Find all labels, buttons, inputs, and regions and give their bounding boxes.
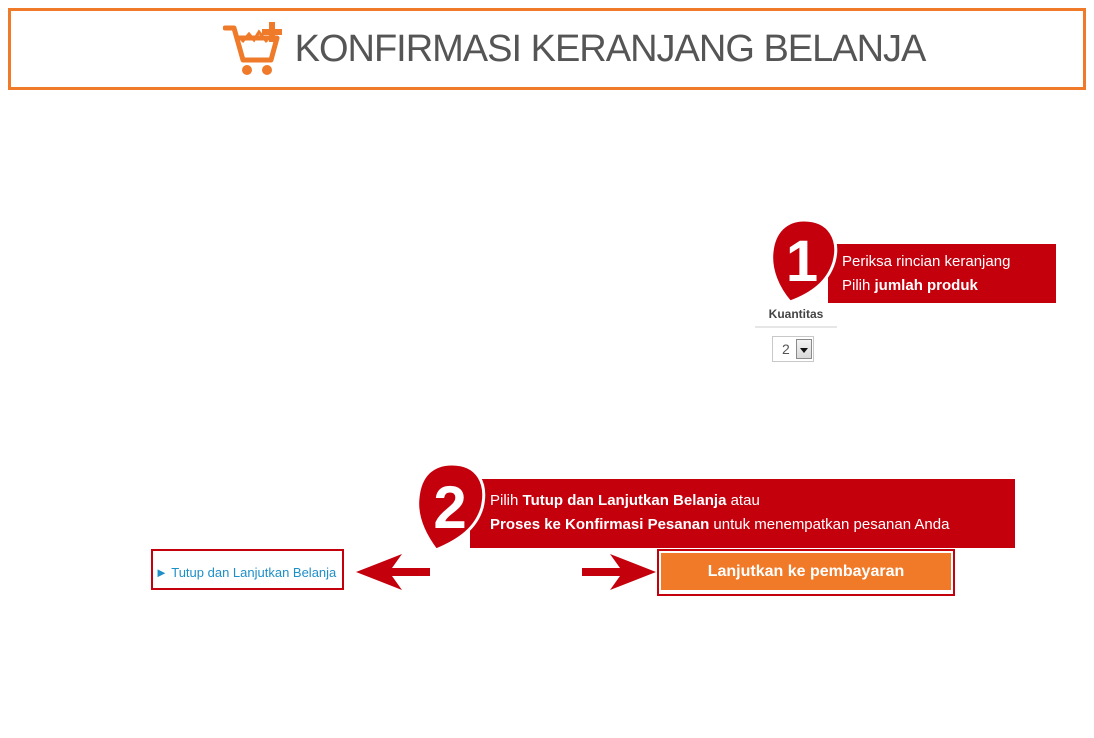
quantity-select[interactable] xyxy=(772,336,814,362)
step2-line2-bold: Proses ke Konfirmasi Pesanan xyxy=(490,516,710,533)
step2-line1-prefix: Pilih xyxy=(490,492,523,509)
step2-number: 2 xyxy=(433,474,467,541)
step1-callout xyxy=(828,244,1056,303)
quantity-label: Kuantitas xyxy=(755,306,837,328)
arrow-right-icon xyxy=(580,554,656,590)
step2-line1 xyxy=(490,489,949,513)
step2-line1-bold: Tutup dan Lanjutkan Belanja xyxy=(522,492,727,509)
step2-line2-suffix: untuk menempatkan pesanan Anda xyxy=(709,516,950,533)
chevron-down-icon[interactable] xyxy=(796,339,812,359)
step1-line2 xyxy=(842,274,1010,298)
proceed-payment-button[interactable]: Lanjutkan ke pembayaran xyxy=(661,553,951,590)
arrow-left-icon xyxy=(356,554,432,590)
cart-plus-icon xyxy=(223,20,285,78)
continue-shopping-link[interactable]: ► Tutup dan Lanjutkan Belanja xyxy=(155,565,337,580)
step1-number-badge xyxy=(768,218,840,304)
quantity-value: 2 xyxy=(782,341,790,357)
step2-number-badge xyxy=(414,462,488,552)
continue-shopping-highlight xyxy=(151,549,344,590)
step1-number: 1 xyxy=(785,229,819,294)
page-title: KONFIRMASI KERANJANG BELANJA xyxy=(294,27,926,70)
step1-line2-prefix: Pilih xyxy=(842,277,875,294)
step2-line2 xyxy=(490,513,949,537)
step2-line1-suffix: atau xyxy=(726,492,760,509)
step1-line1: Periksa rincian keranjang xyxy=(842,253,1011,270)
page-header xyxy=(8,8,1086,90)
proceed-payment-highlight xyxy=(657,549,955,596)
step1-line2-bold: jumlah produk xyxy=(874,277,978,294)
step2-callout xyxy=(470,479,1015,548)
